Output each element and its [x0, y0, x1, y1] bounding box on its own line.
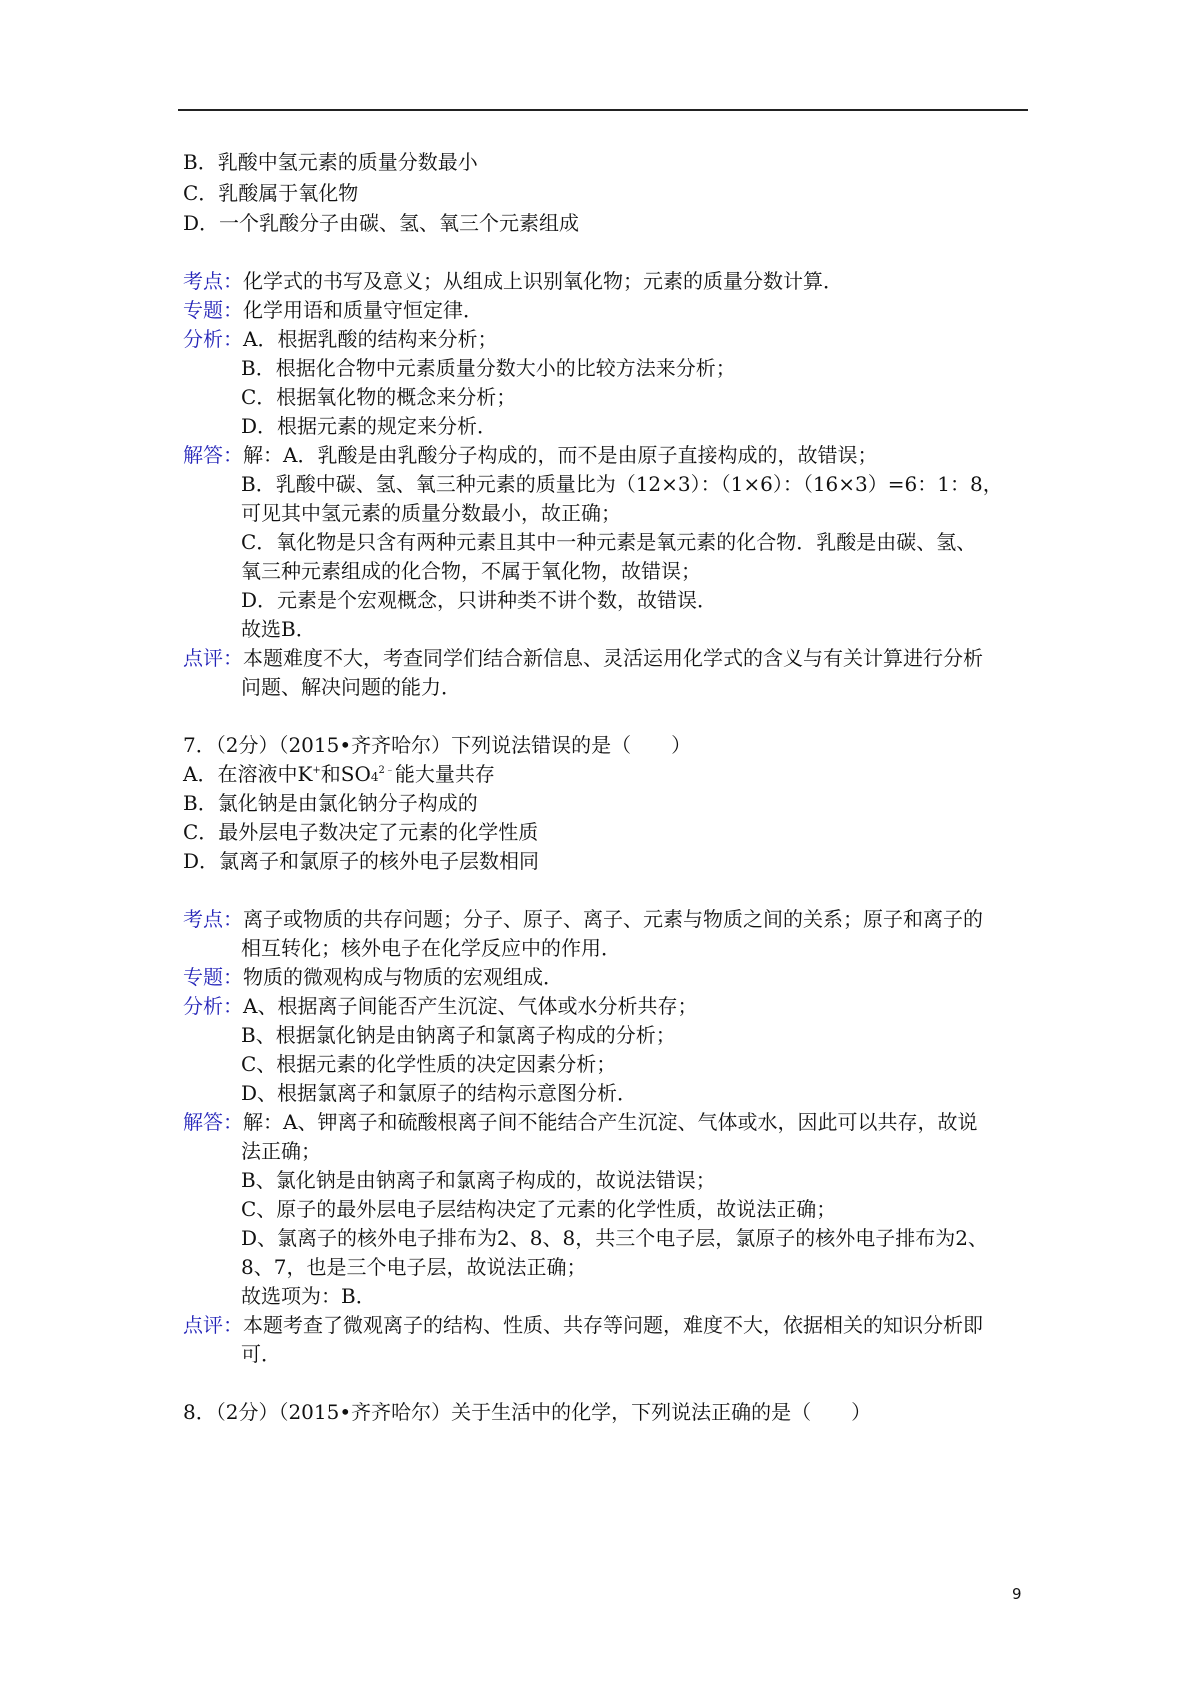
page-number: 9 [1012, 1585, 1022, 1603]
q6-jieda-line-7: 故选B． [241, 617, 316, 641]
q6-jieda-line-4: C．氧化物是只含有两种元素且其中一种元素是氧元素的化合物．乳酸是由碳、氢、 [241, 530, 977, 554]
zhuanti-label: 专题： [183, 298, 243, 322]
q7-dianping [183, 1309, 983, 1341]
q6-jieda-line-5: 氧三种元素组成的化合物，不属于氧化物，故错误； [241, 559, 701, 583]
q7-option-a-pre: A．在溶液中K [183, 762, 313, 786]
q7-kaodian-line-2: 相互转化；核外电子在化学反应中的作用． [241, 936, 621, 960]
q7-option-d: D．氯离子和氯原子的核外电子层数相同 [183, 849, 540, 873]
fenxi-label: 分析： [183, 994, 243, 1018]
q7-stem: 7．（2分）（2015•齐齐哈尔）下列说法错误的是（ ） [183, 733, 692, 757]
q7-kaodian-line-1: 离子或物质的共存问题；分子、原子、离子、元素与物质之间的关系；原子和离子的 [243, 907, 983, 931]
q7-jieda [183, 1106, 977, 1138]
kaodian-label: 考点： [183, 907, 243, 931]
header-rule [178, 109, 1028, 111]
q7-option-a-post: 能大量共存 [394, 762, 495, 786]
q7-fenxi-line-4: D、根据氯离子和氯原子的结构示意图分析． [241, 1081, 638, 1105]
q6-option-b: B．乳酸中氢元素的质量分数最小 [183, 150, 478, 174]
q7-jieda-line-1: 解：A、钾离子和硫酸根离子间不能结合产生沉淀、气体或水，因此可以共存，故说 [243, 1110, 978, 1134]
q7-zhuanti [183, 961, 563, 993]
q7-fenxi-line-3: C、根据元素的化学性质的决定因素分析； [241, 1052, 617, 1076]
zhuanti-label: 专题： [183, 965, 243, 989]
q6-jieda-line-2: B．乳酸中碳、氢、氧三种元素的质量比为（12×3）：（1×6）：（16×3）=6：1：8， [241, 472, 1003, 496]
q7-fenxi-line-2: B、根据氯化钠是由钠离子和氯离子构成的分析； [241, 1023, 676, 1047]
q6-jieda [183, 439, 877, 471]
q6-kaodian [183, 265, 843, 297]
q6-jieda-line-3: 可见其中氢元素的质量分数最小，故正确； [241, 501, 621, 525]
q7-option-b: B．氯化钠是由氯化钠分子构成的 [183, 791, 478, 815]
q7-jieda-line-6: 8、7，也是三个电子层，故说法正确； [241, 1255, 587, 1279]
q6-jieda-line-1: 解：A．乳酸是由乳酸分子构成的，而不是由原子直接构成的，故错误； [243, 443, 878, 467]
jieda-label: 解答： [183, 443, 243, 467]
q6-option-c: C．乳酸属于氧化物 [183, 181, 359, 205]
q7-option-c: C．最外层电子数决定了元素的化学性质 [183, 820, 539, 844]
q7-fenxi [183, 990, 697, 1022]
q6-dianping-line-2: 问题、解决问题的能力． [241, 675, 461, 699]
q6-jieda-line-6: D．元素是个宏观概念，只讲种类不讲个数，故错误． [241, 588, 718, 612]
dianping-label: 点评： [183, 646, 243, 670]
q7-zhuanti-text: 物质的微观构成与物质的宏观组成． [243, 965, 563, 989]
q7-fenxi-line-1: A、根据离子间能否产生沉淀、气体或水分析共存； [243, 994, 698, 1018]
q6-dianping [183, 642, 983, 674]
q7-jieda-line-3: B、氯化钠是由钠离子和氯离子构成的，故说法错误； [241, 1168, 716, 1192]
q7-option-a-mid: 和SO [320, 762, 371, 786]
q6-zhuanti [183, 294, 483, 326]
q6-fenxi-line-1: A．根据乳酸的结构来分析； [243, 327, 498, 351]
so4-ion-charge: 2﹣ [378, 765, 395, 776]
q7-jieda-line-4: C、原子的最外层电子层结构决定了元素的化学性质，故说法正确； [241, 1197, 837, 1221]
q6-fenxi-line-2: B．根据化合物中元素质量分数大小的比较方法来分析； [241, 356, 736, 380]
fenxi-label: 分析： [183, 327, 243, 351]
q6-fenxi-line-4: D．根据元素的规定来分析． [241, 414, 498, 438]
jieda-label: 解答： [183, 1110, 243, 1134]
q6-kaodian-text: 化学式的书写及意义；从组成上识别氧化物；元素的质量分数计算． [243, 269, 843, 293]
so4-subscript: 4 [370, 770, 379, 784]
q7-option-a [183, 758, 495, 790]
q6-fenxi [183, 323, 497, 355]
dianping-label: 点评： [183, 1313, 243, 1337]
q7-jieda-line-5: D、氯离子的核外电子排布为2、8、8，共三个电子层，氯原子的核外电子排布为2、 [241, 1226, 988, 1250]
q7-dianping-line-2: 可． [241, 1342, 281, 1366]
q6-zhuanti-text: 化学用语和质量守恒定律． [243, 298, 483, 322]
q7-kaodian [183, 903, 983, 935]
q7-jieda-line-7: 故选项为：B． [241, 1284, 376, 1308]
kaodian-label: 考点： [183, 269, 243, 293]
q6-dianping-line-1: 本题难度不大，考查同学们结合新信息、灵活运用化学式的含义与有关计算进行分析 [243, 646, 983, 670]
q8-stem: 8．（2分）（2015•齐齐哈尔）关于生活中的化学，下列说法正确的是（ ） [183, 1400, 872, 1424]
q6-option-d: D．一个乳酸分子由碳、氢、氧三个元素组成 [183, 211, 580, 235]
q6-fenxi-line-3: C．根据氧化物的概念来分析； [241, 385, 517, 409]
q7-dianping-line-1: 本题考查了微观离子的结构、性质、共存等问题，难度不大，依据相关的知识分析即 [243, 1313, 983, 1337]
k-ion-charge: + [312, 765, 321, 776]
q7-jieda-line-2: 法正确； [241, 1139, 321, 1163]
